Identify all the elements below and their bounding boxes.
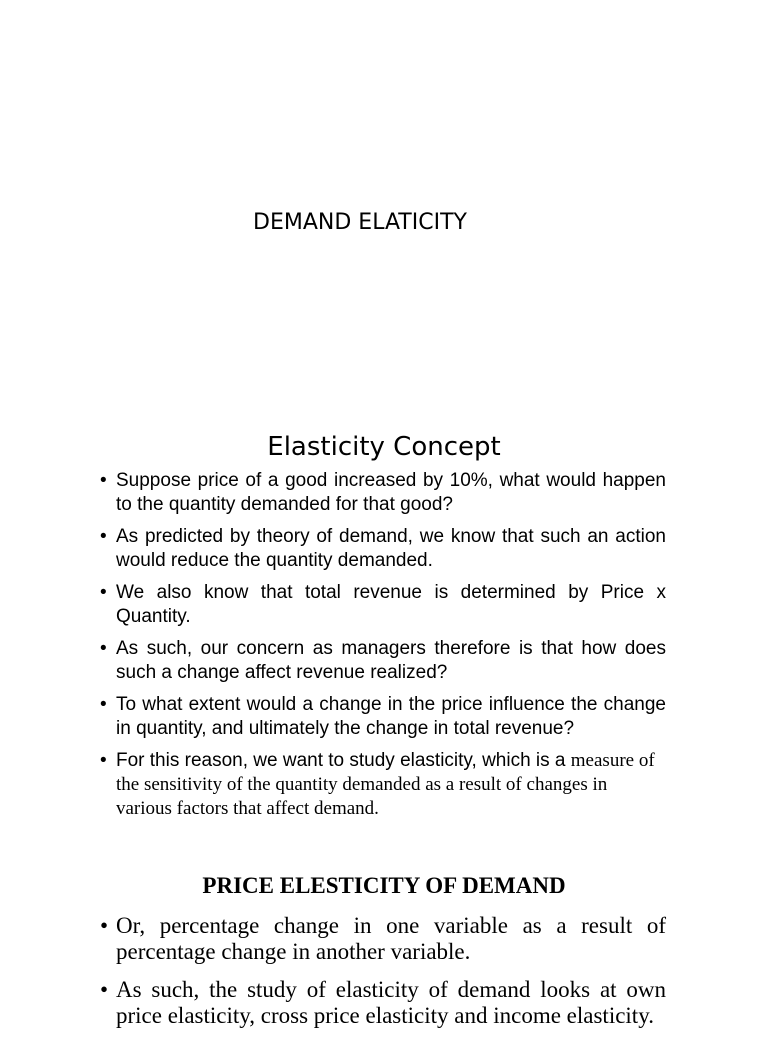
- list-item: • As predicted by theory of demand, we know that such an action would reduce the quantity demanded.: [100, 525, 666, 573]
- slide-title-price-elasticity: PRICE ELESTICITY OF DEMAND: [202, 873, 566, 898]
- slide-title-demand-elasticity: DEMAND ELATICITY: [253, 210, 467, 235]
- list-item: • We also know that total revenue is determined by Price x Quantity.: [100, 581, 666, 629]
- list-item-text-serif: measure of the sensitivity of the quantity demanded as a result of changes in various factors that affect demand.: [116, 750, 655, 819]
- list-item: [100, 749, 666, 821]
- price-elasticity-bullet-list: [100, 913, 666, 1041]
- elasticity-concept-bullet-list: [100, 469, 666, 829]
- slide-title-elasticity-concept: Elasticity Concept: [267, 432, 501, 462]
- list-item: • Or, percentage change in one variable as a result of percentage change in another variable.: [100, 913, 666, 965]
- list-item: • To what extent would a change in the price influence the change in quantity, and ultimately the change in total revenue?: [100, 693, 666, 741]
- list-item: • As such, our concern as managers therefore is that how does such a change affect revenue realized?: [100, 637, 666, 685]
- list-item: • Suppose price of a good increased by 10%, what would happen to the quantity demanded for that good?: [100, 469, 666, 517]
- list-item-text: For this reason, we want to study elasticity, which is a: [116, 750, 566, 771]
- list-item: • As such, the study of elasticity of demand looks at own price elasticity, cross price elasticity and income elasticity.: [100, 977, 666, 1029]
